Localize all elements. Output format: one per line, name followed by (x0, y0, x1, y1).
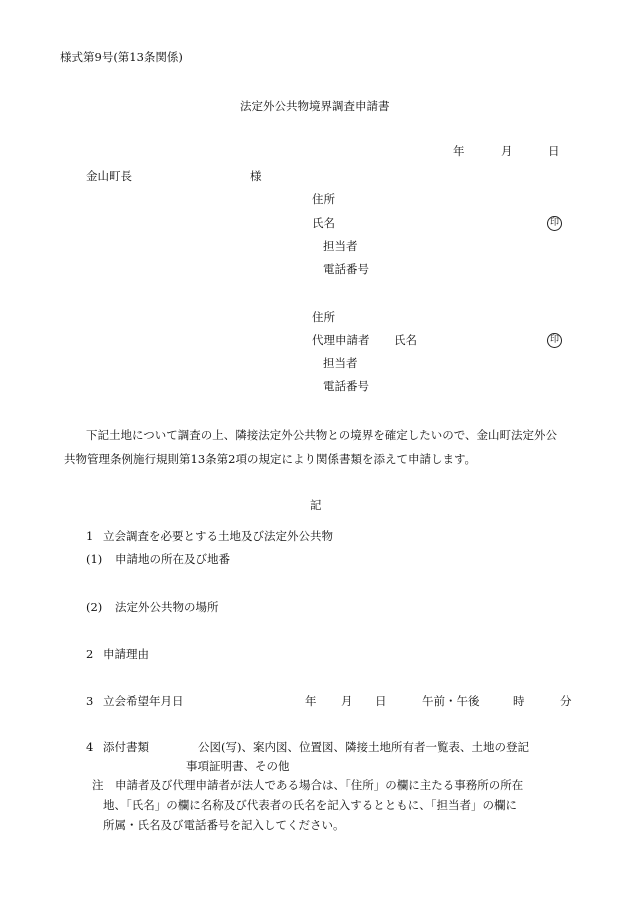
agent-phone-label: 電話番号 (323, 379, 369, 393)
item-4-number: 4 (86, 740, 94, 754)
agent-contact-label: 担当者 (323, 356, 358, 370)
item-3-minute: 分 (560, 694, 572, 708)
item-2-label: 申請理由 (103, 647, 149, 661)
item-3-hour: 時 (513, 694, 525, 708)
item-1-number: 1 (86, 529, 94, 543)
applicant-name-label: 氏名 (312, 216, 335, 230)
item-4-label: 添付書類 (103, 740, 149, 754)
applicant-address-label: 住所 (312, 192, 335, 206)
applicant-contact-label: 担当者 (323, 239, 358, 253)
item-1-1-label: 申請地の所在及び地番 (115, 552, 230, 566)
agent-seal: 印 (547, 333, 562, 348)
note-line-2: 地、「氏名」の欄に名称及び代表者の氏名を記入するとともに、「担当者」の欄に (103, 798, 517, 812)
agent-address-label: 住所 (312, 310, 335, 324)
date-day-label: 日 (548, 144, 560, 158)
item-1-1-number: (1) (86, 552, 103, 566)
item-1-label: 立会調査を必要とする土地及び法定外公共物 (103, 529, 333, 543)
agent-label: 代理申請者 (312, 333, 370, 347)
item-3-label: 立会希望年月日 (103, 694, 184, 708)
applicant-seal: 印 (547, 216, 562, 231)
item-1-2-label: 法定外公共物の場所 (115, 600, 219, 614)
note-line-1: 申請者及び代理申請者が法人である場合は、「住所」の欄に主たる事務所の所在 (115, 778, 524, 792)
ki-heading: 記 (310, 498, 322, 512)
item-2-number: 2 (86, 647, 94, 661)
item-3-ampm: 午前・午後 (422, 694, 480, 708)
note-label: 注 (92, 778, 104, 792)
item-4-docs-line-1: 公図(写)、案内図、位置図、隣接土地所有者一覧表、土地の登記 (198, 740, 529, 754)
item-1-2-number: (2) (86, 600, 103, 614)
item-3-number: 3 (86, 694, 94, 708)
document-title: 法定外公共物境界調査申請書 (240, 99, 390, 113)
addressee-honorific: 様 (250, 169, 262, 183)
addressee-name: 金山町長 (86, 169, 132, 183)
item-3-year: 年 (305, 694, 317, 708)
item-3-month: 月 (341, 694, 353, 708)
form-number: 様式第9号(第13条関係) (60, 50, 183, 64)
item-4-docs-line-2: 事項証明書、その他 (186, 759, 290, 773)
date-year-label: 年 (453, 144, 465, 158)
applicant-phone-label: 電話番号 (323, 262, 369, 276)
date-month-label: 月 (501, 144, 513, 158)
item-3-day: 日 (375, 694, 387, 708)
note-line-3: 所属・氏名及び電話番号を記入してください。 (103, 818, 345, 832)
body-text-line-2: 共物管理条例施行規則第13条第2項の規定により関係書類を添えて申請します。 (64, 452, 477, 466)
body-text-line-1: 下記土地について調査の上、隣接法定外公共物との境界を確定したいので、金山町法定外公 (86, 428, 558, 442)
agent-name-label: 氏名 (394, 333, 417, 347)
